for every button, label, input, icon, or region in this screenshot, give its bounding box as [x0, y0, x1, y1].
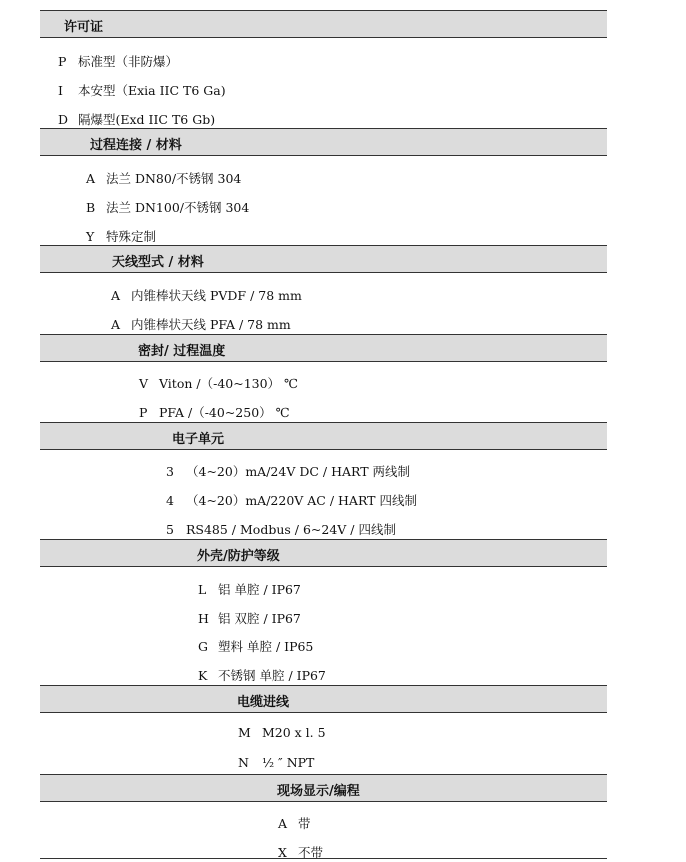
- option-text: M20 x l. 5: [258, 725, 326, 740]
- option-row: [238, 755, 314, 770]
- option-row: [139, 374, 298, 392]
- option-row: [111, 315, 291, 333]
- option-code: A: [111, 288, 121, 303]
- option-text: 标准型（非防爆）: [78, 54, 179, 69]
- option-code: I: [58, 83, 63, 98]
- option-row: [86, 227, 156, 245]
- option-row: [198, 666, 326, 684]
- option-text: 不带: [298, 845, 324, 860]
- option-row: [198, 637, 313, 655]
- option-row: [166, 462, 410, 480]
- section-header-display: [40, 774, 607, 802]
- option-text: PFA /（-40~250） ℃: [159, 405, 290, 420]
- option-row: [86, 198, 249, 216]
- option-code: K: [198, 668, 208, 683]
- section-header-electronics: [40, 422, 607, 450]
- option-row: [198, 609, 301, 627]
- option-code: N: [238, 755, 249, 770]
- option-row: [58, 52, 178, 70]
- section-header-housing: [40, 539, 607, 567]
- option-code: 4: [166, 493, 174, 508]
- option-text: 塑料 单腔 / IP65: [218, 639, 314, 654]
- option-text: 内锥棒状天线 PFA / 78 mm: [131, 317, 291, 332]
- option-text: ½ ″ NPT: [258, 755, 315, 770]
- option-code: L: [198, 582, 207, 597]
- option-code: A: [111, 317, 121, 332]
- option-code: G: [198, 639, 208, 654]
- option-text: 带: [298, 816, 311, 831]
- section-header-license: [40, 10, 607, 38]
- option-row: [139, 403, 290, 421]
- option-text: 法兰 DN100/不锈钢 304: [106, 200, 250, 215]
- option-row: [166, 520, 396, 538]
- option-row: [58, 81, 226, 99]
- section-title: 过程连接 / 材料: [90, 138, 182, 153]
- option-row: [238, 725, 326, 740]
- option-text: 不锈钢 单腔 / IP67: [218, 668, 326, 683]
- option-code: 5: [166, 522, 174, 537]
- option-code: P: [139, 405, 148, 420]
- option-code: P: [58, 54, 67, 69]
- option-row: [278, 814, 311, 832]
- option-code: A: [278, 816, 288, 831]
- section-title: 许可证: [64, 20, 104, 35]
- option-text: Viton /（-40~130） ℃: [159, 376, 299, 391]
- option-row: [58, 110, 215, 128]
- option-code: M: [238, 725, 251, 740]
- section-title: 天线型式 / 材料: [112, 255, 204, 270]
- option-code: Y: [86, 229, 95, 244]
- section-header-process-connection: [40, 128, 607, 156]
- section-title: 密封/ 过程温度: [138, 344, 226, 359]
- option-text: 本安型（Exia IIC T6 Ga): [78, 83, 226, 98]
- section-title: 电缆进线: [237, 695, 290, 710]
- option-text: 法兰 DN80/不锈钢 304: [106, 171, 242, 186]
- section-header-cable-entry: [40, 685, 607, 713]
- option-text: RS485 / Modbus / 6~24V / 四线制: [186, 522, 396, 537]
- option-code: V: [139, 376, 149, 391]
- section-header-seal-temperature: [40, 334, 607, 362]
- option-code: A: [86, 171, 96, 186]
- option-code: X: [278, 845, 287, 860]
- option-row: [86, 169, 241, 187]
- section-header-antenna: [40, 245, 607, 273]
- section-title: 外壳/防护等级: [197, 549, 280, 564]
- option-row: [166, 491, 417, 509]
- option-text: 隔爆型(Exd IIC T6 Gb): [78, 112, 216, 127]
- option-text: 铝 双腔 / IP67: [218, 611, 301, 626]
- option-code: 3: [166, 464, 174, 479]
- option-code: B: [86, 200, 96, 215]
- option-text: （4~20）mA/24V DC / HART 两线制: [186, 464, 411, 479]
- option-text: （4~20）mA/220V AC / HART 四线制: [186, 493, 417, 508]
- option-row: [198, 580, 301, 598]
- section-title: 电子单元: [172, 432, 225, 447]
- option-row: [111, 286, 302, 304]
- section-title: 现场显示/编程: [277, 784, 360, 799]
- option-code: H: [198, 611, 209, 626]
- option-text: 特殊定制: [106, 229, 157, 244]
- option-code: D: [58, 112, 69, 127]
- option-text: 铝 单腔 / IP67: [218, 582, 301, 597]
- option-text: 内锥棒状天线 PVDF / 78 mm: [131, 288, 302, 303]
- bottom-divider: [40, 858, 607, 859]
